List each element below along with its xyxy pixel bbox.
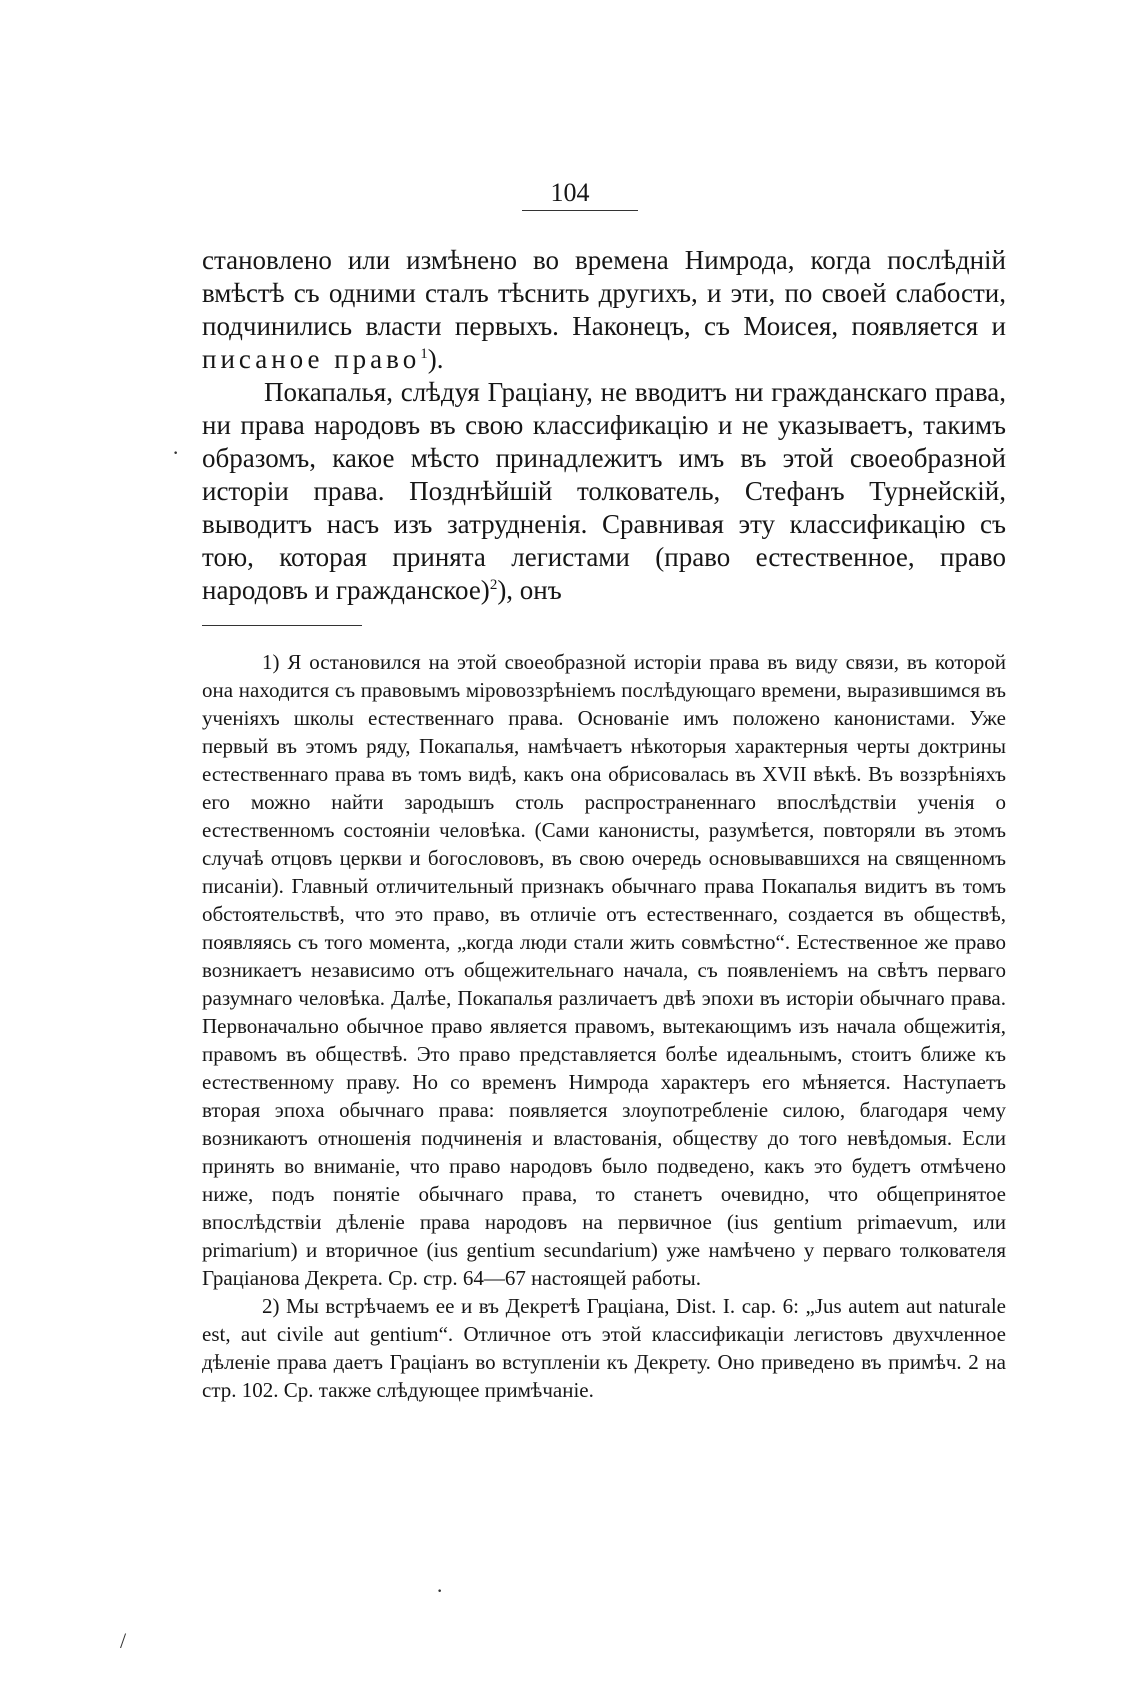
paragraph-2 <box>202 376 1006 607</box>
footnote-ref-2: 2 <box>489 577 498 593</box>
footnote-2: 2) Мы встрѣчаемъ ее и въ Декретѣ Граціана, Dist. I. cap. 6: „Jus autem aut naturale est, aut civile aut gentium“. Отличное отъ этой классификаціи легистовъ двухчленное дѣленіе права даетъ Граціанъ во вступленіи къ Декрету. Оно приведено въ примѣч. 2 на стр. 102. Ср. также слѣдующее примѣчаніе. <box>202 1294 1006 1402</box>
paragraph-2-end: ), онъ <box>497 575 562 605</box>
footnotes <box>202 648 1006 1404</box>
footnote-1: 1) Я остановился на этой своеобразной исторіи права въ виду связи, въ которой она находится съ правовымъ міровоззрѣніемъ послѣдующаго времени, выразившимся въ ученіяхъ школы естественнаго права. Основаніе имъ положено канонистами. Уже первый въ этомъ ряду, Покапалья, намѣчаетъ нѣкоторыя характерныя черты доктрины естественнаго права въ томъ видѣ, какъ она обрисовалась въ XVII вѣкѣ. Въ воззрѣніяхъ его можно найти зародышъ столь распространеннаго впослѣдствіи ученія о естественномъ состояніи человѣка. (Сами канонисты, разумѣется, повторяли въ этомъ случаѣ отцовъ церкви и богослововъ, въ свою очередь основывавшихся на священномъ писаніи). Главный отличительный признакъ обычнаго права Покапалья видитъ въ томъ обстоятельствѣ, что это право, въ отличіе отъ естественнаго, создается въ обществѣ, появляясь съ того момента, „когда люди стали жить совмѣстно“. Естественное же право возникаетъ независимо отъ общежительнаго начала, съ появленіемъ на свѣтъ перваго разумнаго человѣка. Далѣе, Покапалья различаетъ двѣ эпохи въ исторіи обычнаго права. Первоначально обычное право является правомъ, вытекающимъ изъ начала общежитія, правомъ въ обществѣ. Это право представляется болѣе идеальнымъ, стоитъ ближе къ естественному праву. Но со временъ Нимрода характеръ его мѣняется. Наступаетъ вторая эпоха обычнаго права: появляется злоупотребленіе силою, благодаря чему возникаютъ отношенія подчиненія и властованія, обществу до того невѣдомыя. Если принять во вниманіе, что право народовъ было подведено, какъ это будетъ отмѣчено ниже, подъ понятіе обычнаго права, то станетъ очевидно, что общепринятое впослѣдствіи дѣленіе права народовъ на первичное (ius gentium primaevum, или primarium) и вторичное (ius gentium secundarium) уже намѣчено у перваго толкователя Граціанова Декрета. Ср. стр. 64—67 настоящей работы. <box>202 650 1006 1290</box>
page-number-rule <box>522 210 638 211</box>
page-number: 104 <box>550 178 590 207</box>
paragraph-1-text: становлено или измѣнено во времена Нимрода, когда послѣдній вмѣстѣ съ одними сталъ тѣснить другихъ, и эти, по своей слабости, подчинились власти первыхъ. Наконецъ, съ Моисея, появляется и <box>202 245 1006 341</box>
paragraph-1 <box>202 244 1006 376</box>
margin-speck: / <box>120 1628 127 1653</box>
margin-speck: · <box>436 1578 444 1603</box>
emphasized-term: писаное право <box>202 344 421 374</box>
paragraph-1-end: ). <box>427 344 444 374</box>
footnote-separator <box>202 625 362 626</box>
margin-speck: · <box>172 440 180 465</box>
footnote-ref-1: 1 <box>420 346 428 362</box>
main-text <box>202 244 1006 607</box>
paragraph-2-text: Покапалья, слѣдуя Граціану, не вводитъ ни гражданскаго права, ни права народовъ въ свою классификацію и не указываетъ, такимъ образомъ, какое мѣсто принадлежитъ имъ въ этой своеобразной исторіи права. Позднѣйшій толкователь, Стефанъ Турнейскій, выводитъ насъ изъ затрудненія. Сравнивая эту классификацію съ тою, которая принята легистами (право естественное, право народовъ и гражданское) <box>202 377 1006 605</box>
